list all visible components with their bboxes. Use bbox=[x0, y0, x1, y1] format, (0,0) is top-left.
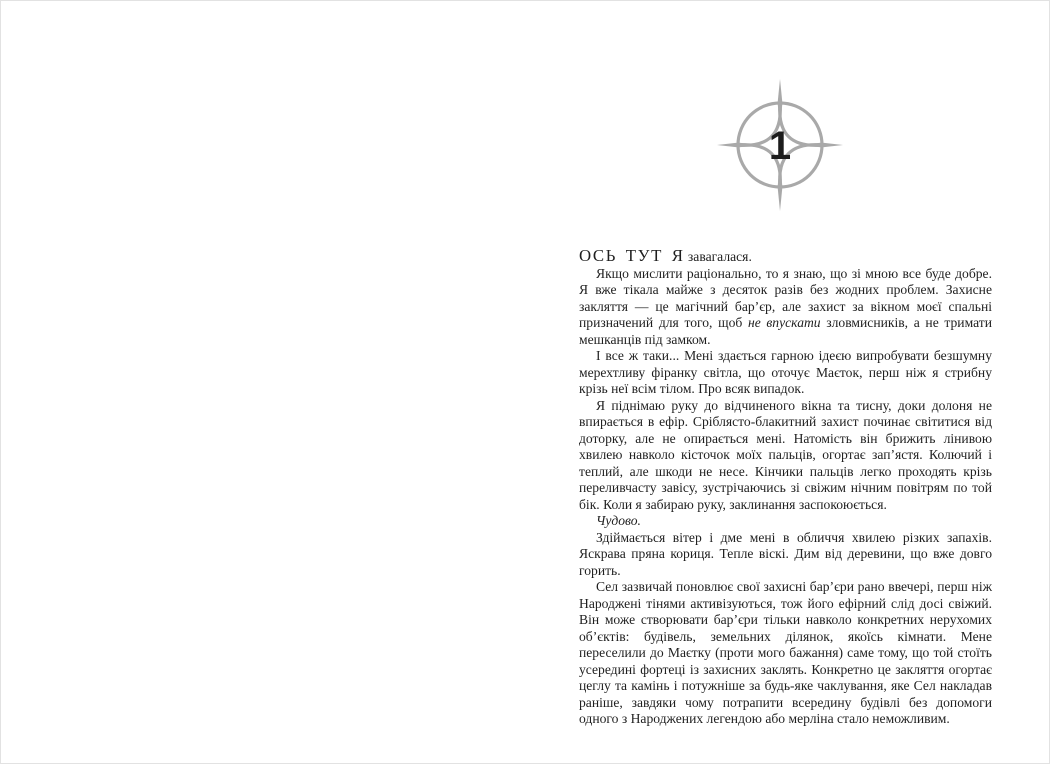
text-run: ОСЬ ТУТ Я bbox=[579, 246, 685, 265]
paragraph bbox=[579, 513, 992, 530]
paragraph bbox=[579, 398, 992, 514]
paragraph bbox=[579, 248, 992, 266]
text-run: Якщо мислити раціонально, то я знаю, що зі мною все буде добре. Я вже тікала майже з десяток разів без жодних проблем. Захисне закляття — це магічний бар’єр, але захист за вікном моєї спальні призначений для того, щоб bbox=[579, 265, 992, 330]
text-run: зловмисників, а не тримати мешканців під замком. bbox=[579, 315, 992, 347]
text-run: Чудово. bbox=[596, 513, 641, 528]
chapter-text bbox=[579, 248, 992, 728]
paragraph bbox=[579, 579, 992, 728]
text-run: не впускати bbox=[747, 315, 821, 330]
chapter-number: 1 bbox=[768, 124, 792, 168]
text-run: завагалася. bbox=[684, 249, 752, 264]
text-run: Сел зазвичай поновлює свої захисні бар’єри рано ввечері, перш ніж Народжені тінями активізуються, тож його ефірний слід досі свіжий. Він може створювати бар’єри тільки навколо конкретних нерухомих об’єктів: будівель, земельних ділянок, якоїсь кімнати. Мене переселили до Маєтку (проти мого бажання) саме тому, що той стоїть усередині фортеці із захисних заклять. Конкретно це закляття огортає цеглу та камінь і потужніше за будь-яке чаклування, яке Сел накладав раніше, завдяки чому потрапити всередину будівлі без допомоги одного з Народжених легендою або мерліна стало неможливим. bbox=[579, 579, 992, 726]
paragraph bbox=[579, 266, 992, 349]
text-run: Я піднімаю руку до відчиненого вікна та тисну, доки долоня не впирається в ефір. Сріблясто-блакитний захист починає світитися від доторку, але не опирається мені. Натомість він брижить лінивою хвилею навколо кісточок моїх пальців, огортає зап’ястя. Колючий і теплий, але шкоди не несе. Кінчики пальців легко проходять крізь переливчасту завісу, зустрічаючись зі свіжим нічним повітрям по той бік. Коли я забираю руку, заклинання заспокоюється. bbox=[579, 397, 992, 512]
text-run: І все ж таки... Мені здається гарною ідеєю випробувати безшумну мерехтливу фіранку світла, що оточує Маєток, перш ніж я стрибну крізь неї всім тілом. Про всяк випадок. bbox=[579, 348, 992, 396]
paragraph bbox=[579, 348, 992, 398]
text-run: Здіймається вітер і дме мені в обличчя хвилею різких запахів. Яскрава пряна кориця. Тепле віскі. Дим від деревини, що вже довго горить. bbox=[579, 529, 992, 578]
chapter-ornament bbox=[710, 75, 850, 215]
compass-star-icon bbox=[710, 75, 850, 215]
paragraph bbox=[579, 530, 992, 580]
